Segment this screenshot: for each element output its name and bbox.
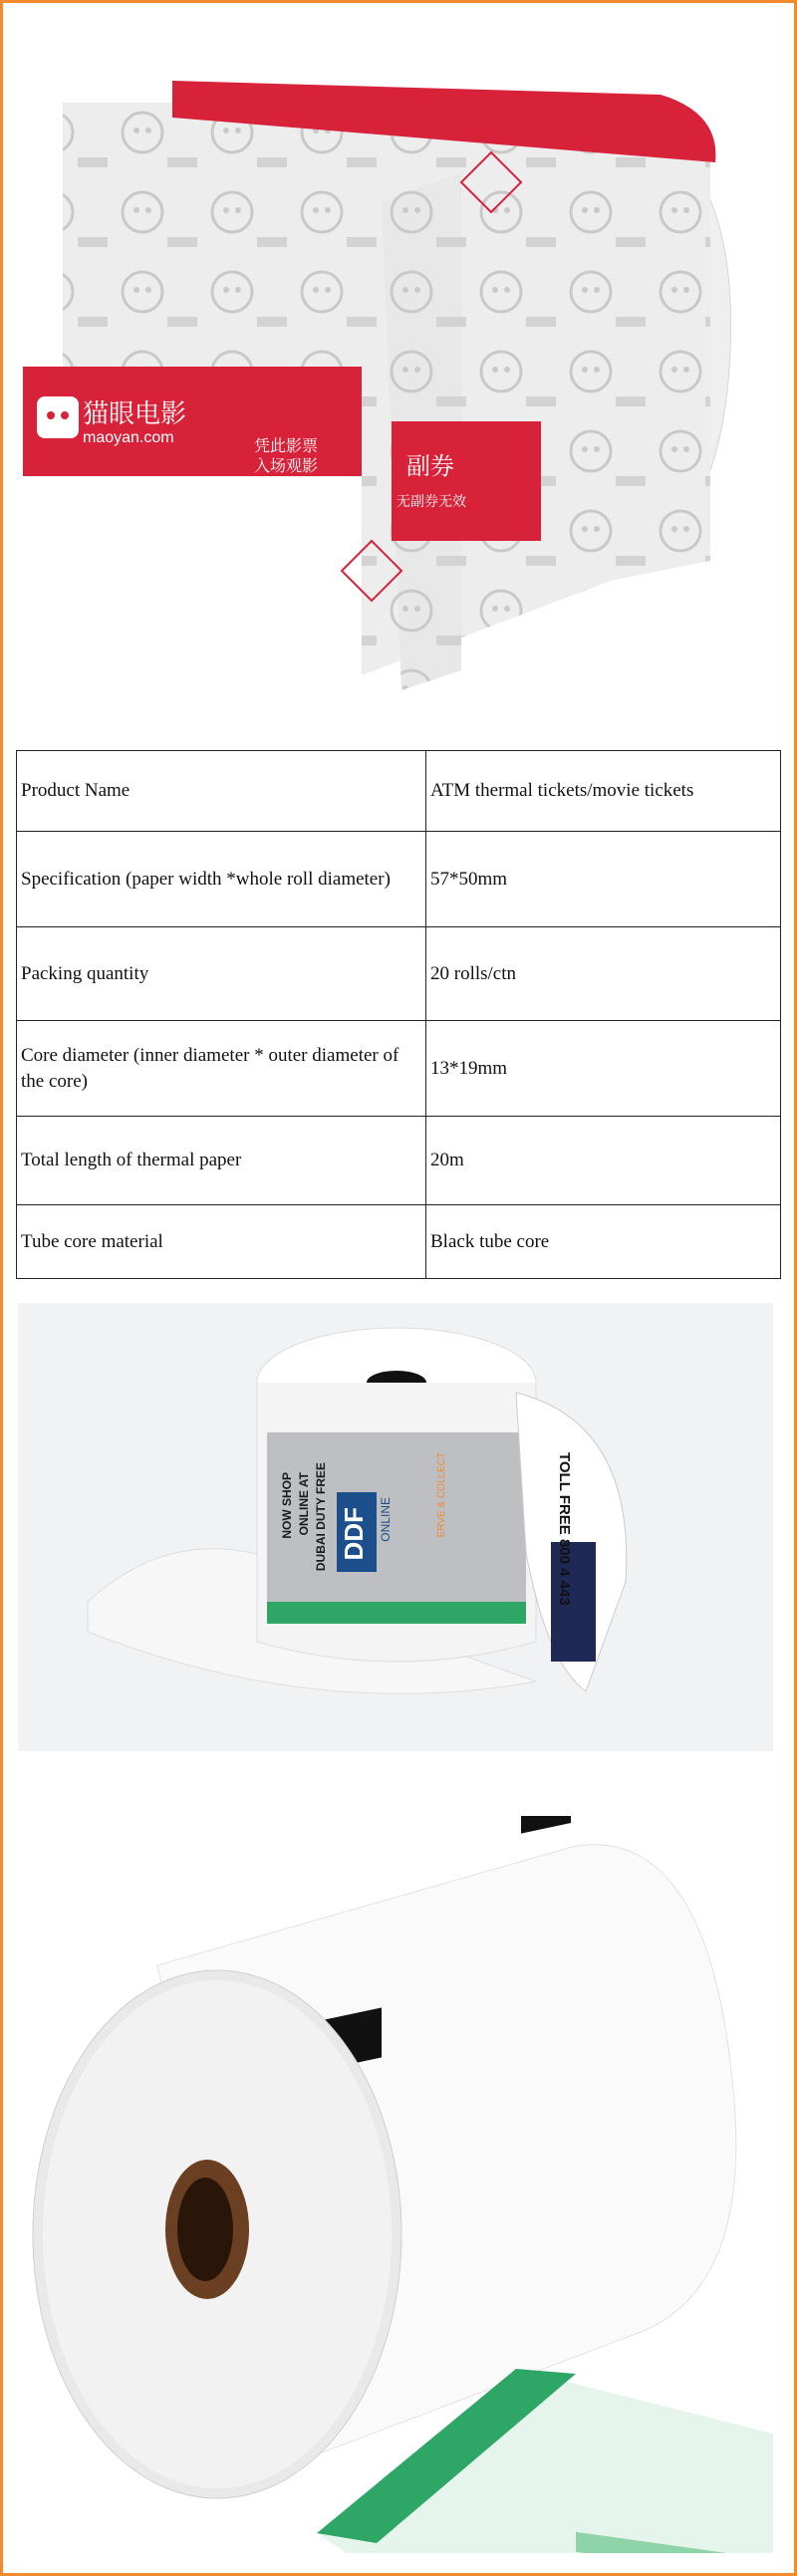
spec-label: Specification (paper width *whole roll diameter) (17, 832, 426, 927)
promo-line-1: NOW SHOP (280, 1472, 294, 1539)
entry-text-2: 入场观影 (254, 456, 319, 475)
spec-value: Black tube core (426, 1205, 781, 1279)
spec-value: 20 rolls/ctn (426, 927, 781, 1021)
spec-value: 13*19mm (426, 1021, 781, 1117)
stub-note: 无副券无效 (397, 494, 466, 510)
tollfree-text: TOLL FREE 800 4 443 (556, 1452, 573, 1606)
table-row (17, 1117, 781, 1205)
table-row (17, 927, 781, 1021)
entry-text-1: 凭此影票 (254, 436, 319, 455)
stub-title: 副券 (406, 452, 454, 480)
spec-label: Total length of thermal paper (17, 1117, 426, 1205)
collect-text: ERVE & COLLECT (436, 1452, 447, 1538)
ddf-logo: DDF (339, 1507, 369, 1561)
spec-value: 57*50mm (426, 832, 781, 927)
spec-value: ATM thermal tickets/movie tickets (426, 751, 781, 832)
ddf-printed-roll-photo (18, 1303, 773, 1751)
spec-value: 20m (426, 1117, 781, 1205)
promo-line-2: ONLINE AT (297, 1472, 311, 1536)
table-row (17, 1021, 781, 1117)
table-row (17, 1205, 781, 1279)
blank-roll-with-marks-photo (18, 1816, 773, 2553)
spec-label: Core diameter (inner diameter * outer diameter of the core) (17, 1021, 426, 1117)
table-row (17, 751, 781, 832)
maoyan-ticket-roll-photo (23, 23, 775, 705)
spec-label: Packing quantity (17, 927, 426, 1021)
brand-name-en: maoyan.com (83, 429, 174, 446)
spec-table (16, 750, 781, 1279)
promo-line-3: DUBAI DUTY FREE (314, 1462, 328, 1572)
spec-label: Tube core material (17, 1205, 426, 1279)
spec-label: Product Name (17, 751, 426, 832)
brand-name-cn: 猫眼电影 (83, 399, 187, 429)
table-row (17, 832, 781, 927)
ddf-logo-sub: ONLINE (379, 1497, 393, 1542)
